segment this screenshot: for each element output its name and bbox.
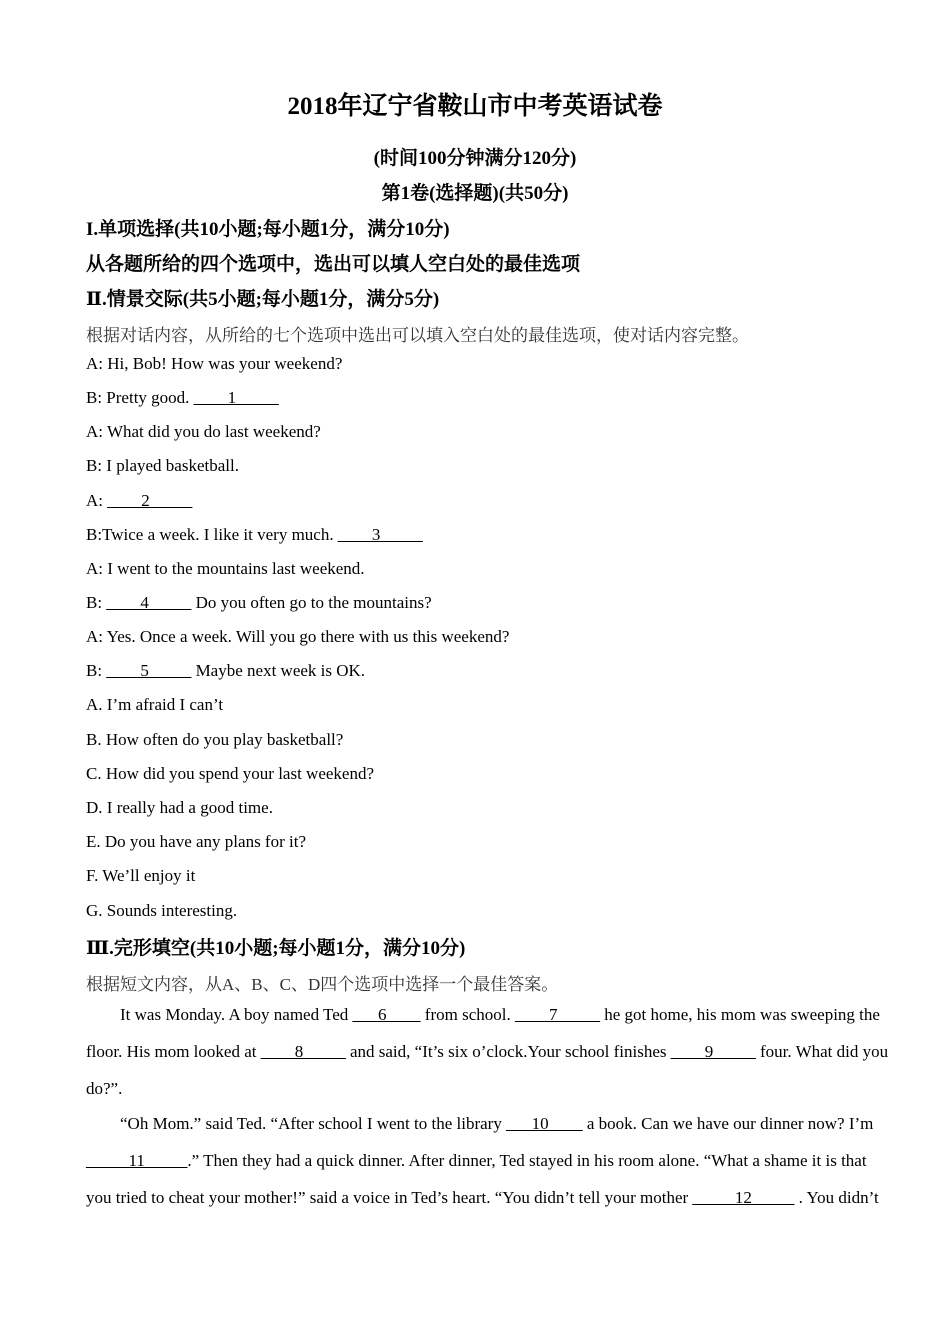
blank-1: ____1_____ bbox=[193, 388, 279, 407]
dialogue-line-9: A: Yes. Once a week. Will you go there with us this weekend? bbox=[86, 627, 510, 646]
section2-heading: Ⅱ.情景交际(共5小题;每小题1分，满分5分) bbox=[86, 289, 440, 310]
cloze-p2-line-1: “Oh Mom.” said Ted. “After school I went to the library ___10____ a book. Can we have our dinner now? I’m bbox=[120, 1114, 874, 1133]
blank-3: ____3_____ bbox=[337, 525, 423, 544]
section3-heading: Ⅲ.完形填空(共10小题;每小题1分，满分10分) bbox=[86, 938, 466, 959]
option-g: G. Sounds interesting. bbox=[86, 901, 238, 920]
exam-title: 2018年辽宁省鞍山市中考英语试卷 bbox=[287, 93, 663, 120]
cloze-p1-line-2: floor. His mom looked at ____8_____ and said, “It’s six o’clock.Your school finishes ____9_____ four. What did you bbox=[86, 1042, 889, 1061]
dialogue-line-8: B: ____4_____ Do you often go to the mountains? bbox=[86, 593, 432, 612]
section3-instruction: 根据短文内容，从A、B、C、D四个选项中选择一个最佳答案。 bbox=[86, 975, 559, 994]
blank-7: ____7_____ bbox=[514, 1005, 600, 1024]
blank-6: ___6____ bbox=[352, 1005, 421, 1024]
cloze-p2-line-3: you tried to cheat your mother!” said a voice in Ted’s heart. “You didn’t tell your mother _____12_____ . You didn’t bbox=[86, 1188, 879, 1207]
blank-4: ____4_____ bbox=[106, 593, 192, 612]
option-e: E. Do you have any plans for it? bbox=[86, 832, 306, 851]
option-f: F. We’ll enjoy it bbox=[86, 866, 196, 885]
dialogue-line-10: B: ____5_____ Maybe next week is OK. bbox=[86, 661, 366, 680]
blank-5: ____5_____ bbox=[106, 661, 192, 680]
cloze-p1-line-1: It was Monday. A boy named Ted ___6____ from school. ____7_____ he got home, his mom was sweeping the bbox=[120, 1005, 880, 1024]
section1-instruction: 从各题所给的四个选项中，选出可以填人空白处的最佳选项 bbox=[86, 254, 581, 275]
dialogue-line-4: B: I played basketball. bbox=[86, 456, 239, 475]
section1-heading: I.单项选择(共10小题;每小题1分，满分10分) bbox=[86, 219, 450, 240]
blank-9: ____9_____ bbox=[670, 1042, 756, 1061]
blank-2: ____2_____ bbox=[107, 491, 193, 510]
cloze-paragraph-1 bbox=[86, 996, 889, 1107]
option-c: C. How did you spend your last weekend? bbox=[86, 764, 375, 783]
option-a: A. I’m afraid I can’t bbox=[86, 695, 224, 714]
option-d: D. I really had a good time. bbox=[86, 798, 273, 817]
dialogue-line-3: A: What did you do last weekend? bbox=[86, 422, 321, 441]
dialogue-line-6: B:Twice a week. I like it very much. ____3_____ bbox=[86, 525, 423, 544]
blank-12: _____12_____ bbox=[692, 1188, 795, 1207]
dialogue-line-7: A: I went to the mountains last weekend. bbox=[86, 559, 365, 578]
dialogue-line-2: B: Pretty good. ____1_____ bbox=[86, 388, 279, 407]
cloze-paragraph-2 bbox=[86, 1105, 879, 1216]
volume-heading: 第1卷(选择题)(共50分) bbox=[381, 183, 569, 204]
blank-10: ___10____ bbox=[506, 1114, 583, 1133]
blank-8: ____8_____ bbox=[260, 1042, 346, 1061]
cloze-p2-line-2: _____11_____.” Then they had a quick dinner. After dinner, Ted stayed in his room alone. “What a shame it is that bbox=[86, 1151, 867, 1170]
blank-11: _____11_____ bbox=[86, 1151, 188, 1170]
exam-subtitle: (时间100分钟满分120分) bbox=[373, 148, 577, 169]
dialogue-line-5: A: ____2_____ bbox=[86, 491, 193, 510]
section2-instruction: 根据对话内容，从所给的七个选项中选出可以填入空白处的最佳选项，使对话内容完整。 bbox=[86, 326, 749, 345]
dialogue-line-1: A: Hi, Bob! How was your weekend? bbox=[86, 354, 343, 373]
option-b: B. How often do you play basketball? bbox=[86, 730, 344, 749]
cloze-p1-line-3: do?”. bbox=[86, 1079, 123, 1098]
